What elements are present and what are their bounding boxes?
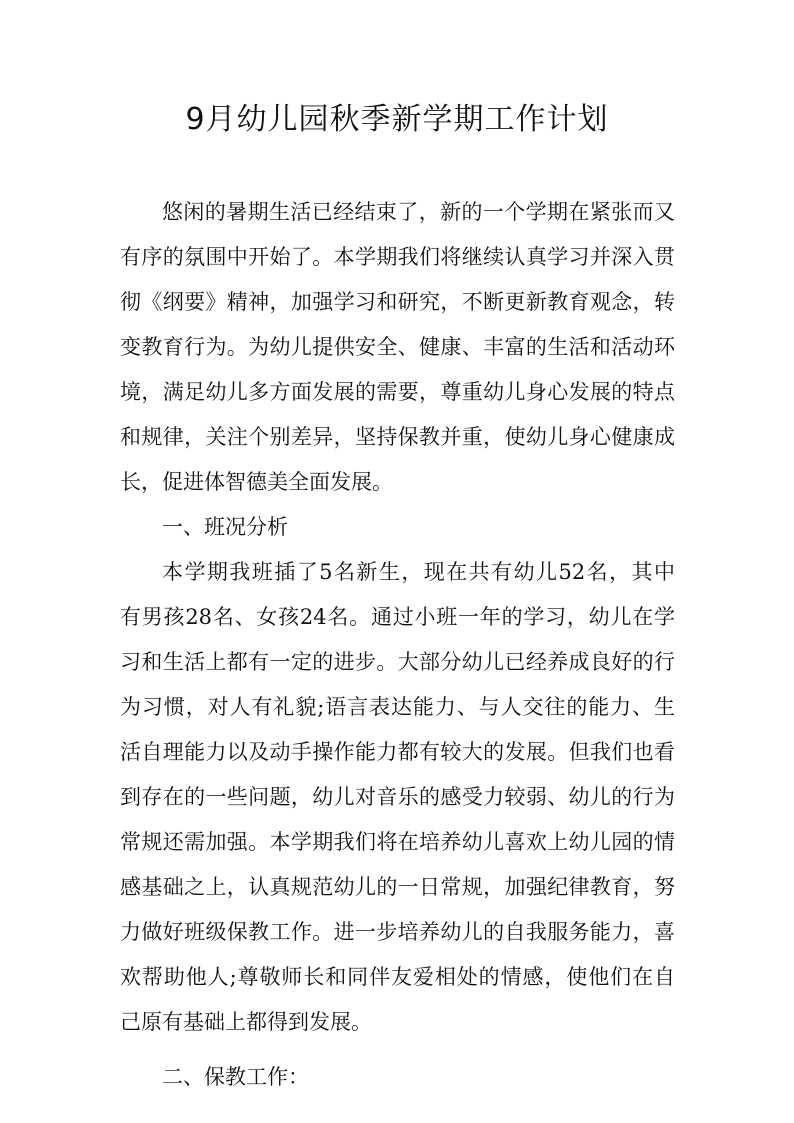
paragraph-line: 力做好班级保教工作。进一步培养幼儿的自我服务能力，喜 bbox=[120, 920, 675, 944]
paragraph-line: 变教育行为。为幼儿提供安全、健康、丰富的生活和活动环 bbox=[120, 335, 675, 359]
paragraph-line: 己原有基础上都得到发展。 bbox=[120, 1010, 372, 1034]
paragraph-line: 活自理能力以及动手操作能力都有较大的发展。但我们也看 bbox=[120, 740, 675, 764]
document-title: 9月幼儿园秋季新学期工作计划 bbox=[185, 102, 609, 137]
section-heading-class-analysis: 一、班况分析 bbox=[162, 515, 288, 539]
paragraph-line: 彻《纲要》精神，加强学习和研究，不断更新教育观念，转 bbox=[120, 290, 675, 314]
paragraph-line: 境，满足幼儿多方面发展的需要，尊重幼儿身心发展的特点 bbox=[120, 380, 675, 404]
paragraph-line: 和规律，关注个别差异，坚持保教并重，使幼儿身心健康成 bbox=[120, 425, 675, 449]
document-body bbox=[120, 190, 675, 1100]
intro-paragraph bbox=[120, 190, 675, 505]
paragraph-line: 感基础之上，认真规范幼儿的一日常规，加强纪律教育，努 bbox=[120, 875, 675, 899]
paragraph-line: 有序的氛围中开始了。本学期我们将继续认真学习并深入贯 bbox=[120, 245, 675, 269]
paragraph-line: 长，促进体智德美全面发展。 bbox=[120, 470, 393, 494]
section-spacer bbox=[120, 1045, 675, 1055]
paragraph-line: 本学期我班插了5名新生，现在共有幼儿52名，其中 bbox=[162, 560, 675, 584]
paragraph-line: 欢帮助他人;尊敬师长和同伴友爱相处的情感，使他们在自 bbox=[120, 965, 675, 989]
paragraph-line: 悠闲的暑期生活已经结束了，新的一个学期在紧张而又 bbox=[162, 200, 675, 224]
class-analysis-paragraph bbox=[120, 550, 675, 1045]
paragraph-line: 为习惯，对人有礼貌;语言表达能力、与人交往的能力、生 bbox=[120, 695, 675, 719]
section-heading-care-education: 二、保教工作： bbox=[162, 1065, 309, 1089]
paragraph-line: 常规还需加强。本学期我们将在培养幼儿喜欢上幼儿园的情 bbox=[120, 830, 675, 854]
paragraph-line: 有男孩28名、女孩24名。通过小班一年的学习，幼儿在学 bbox=[120, 605, 675, 629]
paragraph-line: 到存在的一些问题，幼儿对音乐的感受力较弱、幼儿的行为 bbox=[120, 785, 675, 809]
paragraph-line: 习和生活上都有一定的进步。大部分幼儿已经养成良好的行 bbox=[120, 650, 675, 674]
